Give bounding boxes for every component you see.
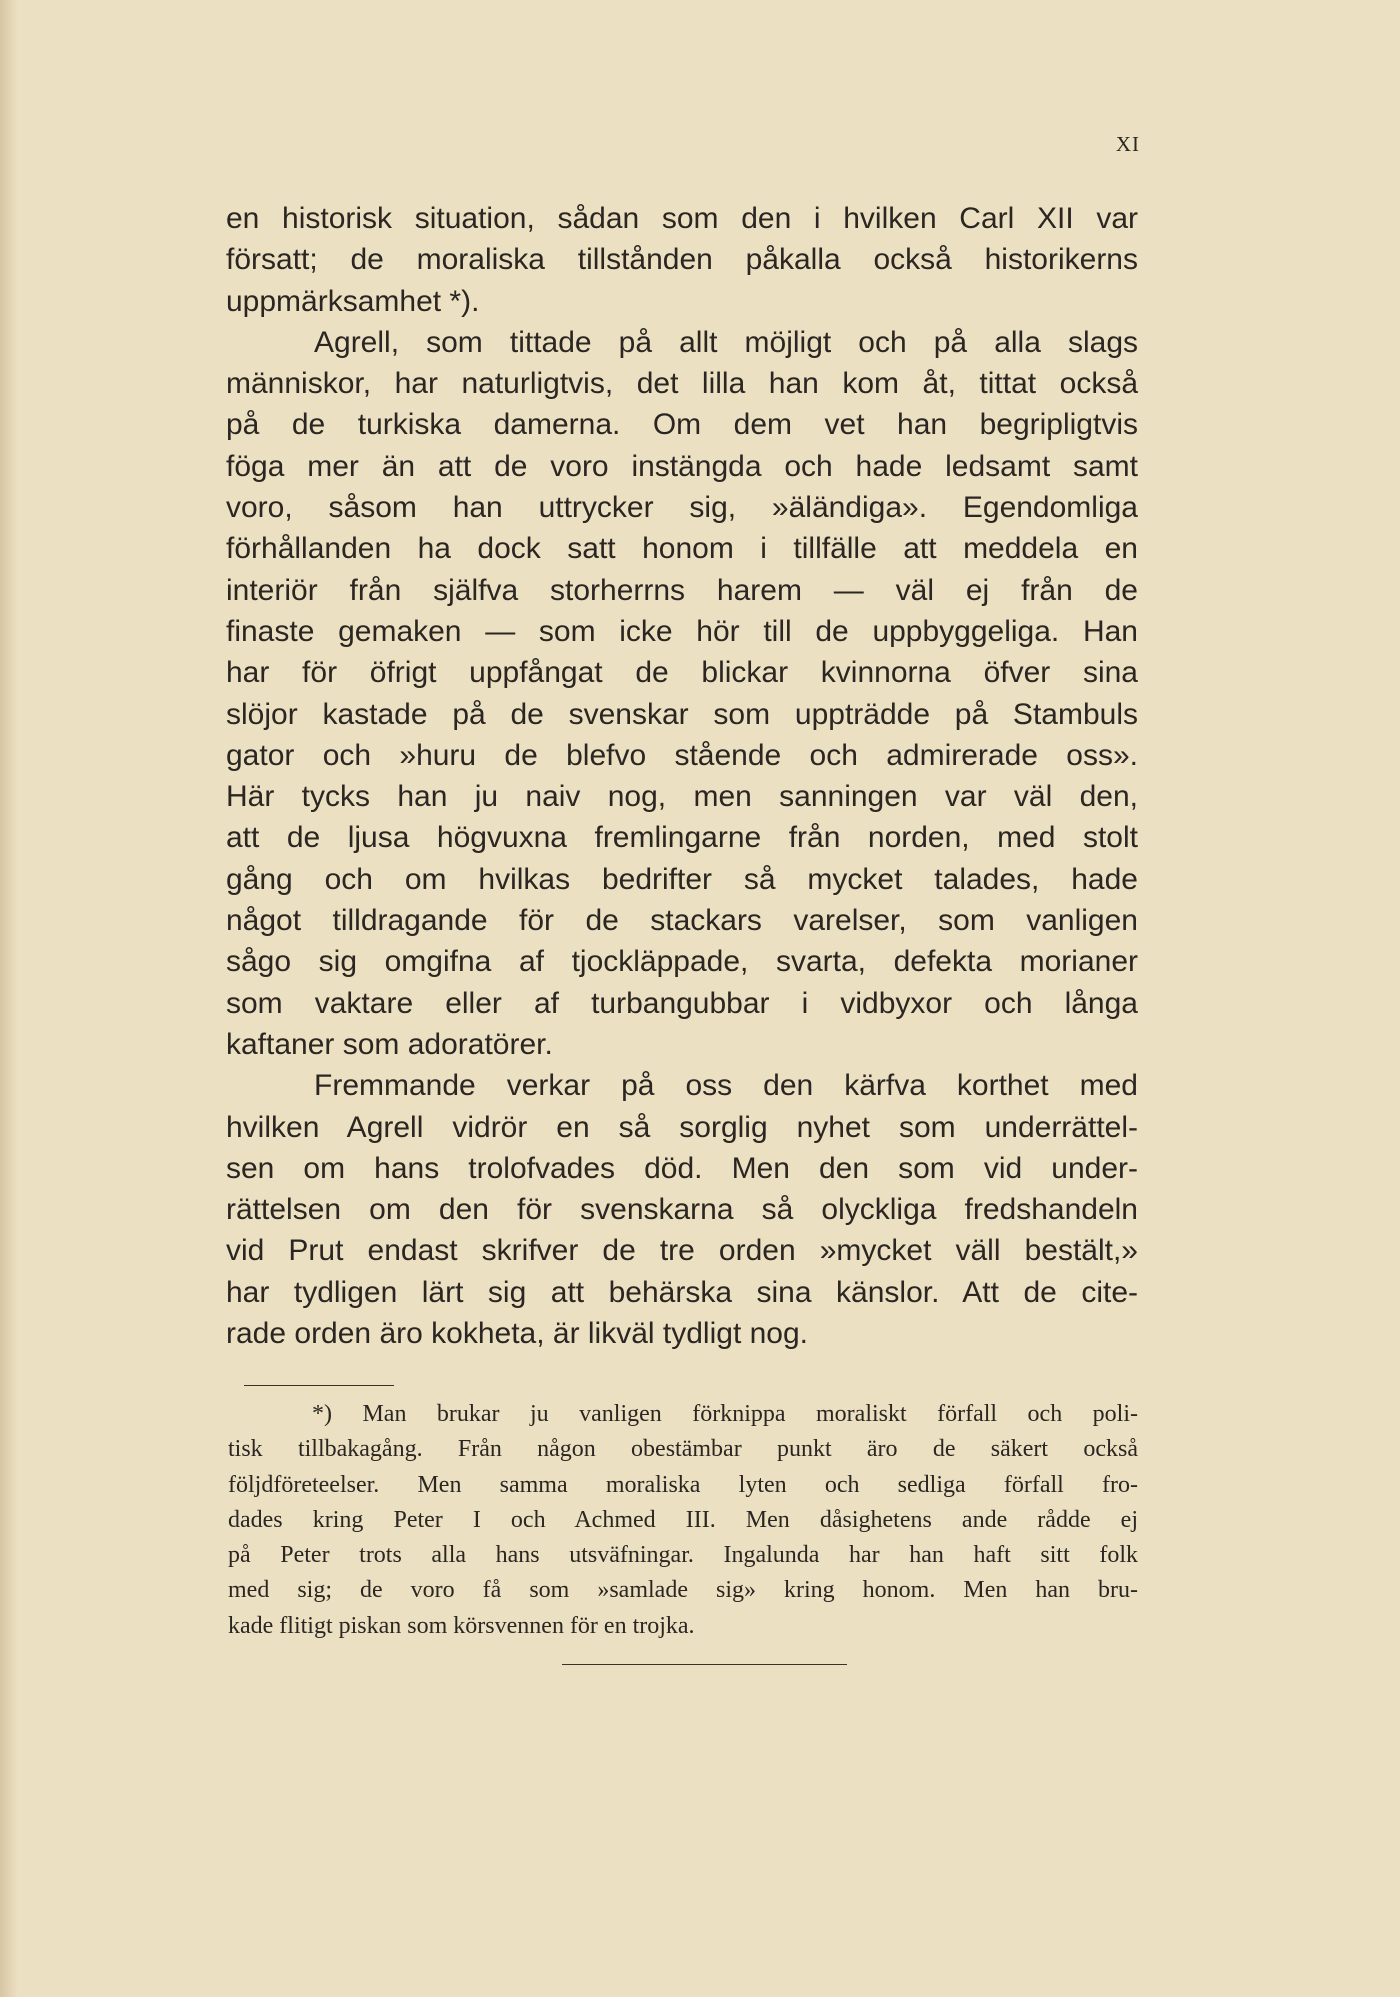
footnote <box>228 1397 1138 1644</box>
text-line: något tilldragande för de stackars varelser, som vanligen <box>226 904 1138 938</box>
footnote-line: kade flitigt piskan som körsvennen för en trojka. <box>228 1612 695 1639</box>
text-line: sen om hans trolofvades död. Men den som vid under- <box>226 1151 1138 1185</box>
text-line: Agrell, som tittade på allt möjligt och på alla slags <box>314 325 1138 359</box>
text-line: voro, såsom han uttrycker sig, »äländiga». Egendomliga <box>226 491 1138 525</box>
text-line: försatt; de moraliska tillstånden påkalla också historikerns <box>226 243 1138 277</box>
text-line: Fremmande verkar på oss den kärfva korthet med <box>314 1069 1138 1103</box>
footnote-divider <box>244 1385 394 1386</box>
text-line: rättelsen om den för svenskarna så olyckliga fredshandeln <box>226 1193 1138 1227</box>
footnote-line: dades kring Peter I och Achmed III. Men dåsighetens ande rådde ej <box>228 1506 1138 1533</box>
text-line: vid Prut endast skrifver de tre orden »mycket väll bestält,» <box>226 1234 1138 1268</box>
page-edge-shadow <box>0 0 18 1997</box>
text-line: på de turkiska damerna. Om dem vet han begripligtvis <box>226 408 1138 442</box>
text-line: har tydligen lärt sig att behärska sina känslor. Att de cite- <box>226 1275 1138 1309</box>
text-line: uppmärksamhet *). <box>226 284 480 318</box>
text-line: som vaktare eller af turbangubbar i vidbyxor och långa <box>226 986 1138 1020</box>
text-line: finaste gemaken — som icke hör till de uppbyggeliga. Han <box>226 614 1138 648</box>
footnote-line: följdföreteelser. Men samma moraliska lyten och sedliga förfall fro- <box>228 1471 1138 1498</box>
text-line: slöjor kastade på de svenskar som uppträdde på Stambuls <box>226 697 1138 731</box>
text-line: rade orden äro kokheta, är likväl tydligt nog. <box>226 1317 808 1351</box>
text-line: interiör från själfva storherrns harem — väl ej från de <box>226 573 1138 607</box>
footnote-line: tisk tillbakagång. Från någon obestämbar punkt äro de säkert också <box>228 1436 1138 1463</box>
text-line: hvilken Agrell vidrör en så sorglig nyhet som underrättel- <box>226 1110 1138 1144</box>
text-line: gång och om hvilkas bedrifter så mycket talades, hade <box>226 862 1138 896</box>
text-line: att de ljusa högvuxna fremlingarne från norden, med stolt <box>226 821 1138 855</box>
footnote-line: med sig; de voro få som »samlade sig» kring honom. Men han bru- <box>228 1577 1138 1604</box>
text-line: människor, har naturligtvis, det lilla han kom åt, tittat också <box>226 367 1138 401</box>
body-text <box>226 198 1138 1354</box>
text-line: förhållanden ha dock satt honom i tillfälle att meddela en <box>226 532 1138 566</box>
text-line: gator och »huru de blefvo stående och admirerade oss». <box>226 738 1138 772</box>
footnote-line: på Peter trots alla hans utsväfningar. Ingalunda har han haft sitt folk <box>228 1542 1138 1569</box>
footnote-line: *) Man brukar ju vanligen förknippa moraliskt förfall och poli- <box>312 1401 1138 1427</box>
text-line: sågo sig omgifna af tjockläppade, svarta, defekta morianer <box>226 945 1138 979</box>
text-line: kaftaner som adoratörer. <box>226 1027 553 1061</box>
text-line: en historisk situation, sådan som den i hvilken Carl XII var <box>226 202 1138 235</box>
text-line: har för öfrigt uppfångat de blickar kvinnorna öfver sina <box>226 656 1138 690</box>
page-number: XI <box>1115 132 1140 156</box>
text-line: Här tycks han ju naiv nog, men sanningen var väl den, <box>226 780 1138 814</box>
text-line: föga mer än att de voro instängda och hade ledsamt samt <box>226 449 1138 483</box>
section-end-rule <box>562 1664 847 1665</box>
